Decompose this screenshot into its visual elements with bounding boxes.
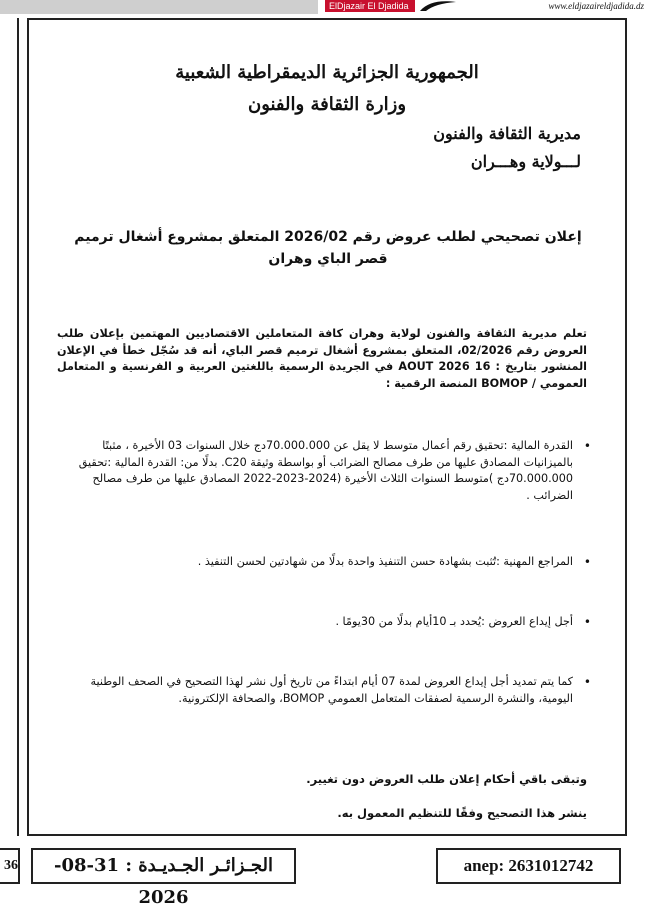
ministry-heading: وزارة الثقافة والفنون: [247, 94, 407, 115]
republic-heading: الجمهورية الجزائرية الديمقراطية الشعبية: [175, 62, 479, 83]
page-footer: [0, 848, 648, 908]
notice-title: إعلان تصحيحي لطلب عروض رقم 2026/02 المتعلق بمشروع أشغال ترميم قصر الباي وهران: [74, 229, 582, 267]
notice-intro: تعلم مديرية الثقافة والفنون لولاية وهران كافة المتعاملين الاقتصاديين المهتمين بإعلان طلب العروض رقم 02/2026، المتعلق بمشروع أشغال ترميم قصر الباي، أنه قد سُجّل خطأ في الإعلان المنشور بتاريخ : 16 AOUT 2026 في الجريدة الرسمية باللغتين العربية و الفرنسية و المتعامل العمومي / BOMOP المنصة الرقمية :: [57, 327, 587, 390]
banner-strip: [0, 0, 318, 14]
directorate-heading: مديرية الثقافة والفنون: [433, 124, 581, 143]
issue-date: الجـزائـر الجـديـدة : 31-08-2026: [31, 848, 296, 884]
anep-reference: anep: 2631012742: [436, 848, 621, 884]
list-item-financial: • القدرة المالية :تحقيق رقم أعمال متوسط لا يقل عن 70.000.000دج خلال السنوات 03 الأخيرة ، مثبتًا بالميزانيات المصادق عليها من طرف مصالح الضرائب أو بواسطة وثيقة C20. بدلًا من: القدرة المالية :تحقيق 70.000.000دج )متوسط السنوات الثلاث الأخيرة (2024-2023-2022 المصادق عليها من طرف مصالح الضرائب .: [57, 438, 595, 504]
closing-remainder: وتبقى باقي أحكام إعلان طلب العروض دون تغيير.: [306, 772, 587, 786]
list-item-deadline: • أجل إيداع العروض :يُحدد بـ 10أيام بدلًا من 30يومًا .: [57, 614, 595, 631]
wilaya-heading: لـــولاية وهـــران: [470, 152, 581, 171]
closing-publication: ينشر هذا التصحيح وفقًا للتنظيم المعمول به.: [337, 806, 587, 820]
newspaper-brand: ElDjazair El Djadida: [325, 0, 415, 12]
list-item-extension: • كما يتم تمديد أجل إيداع العروض لمدة 07 أيام ابتداءً من تاريخ أول نشر لهذا التصحيح في الصحف الوطنية اليومية، والنشرة الرسمية لصفقات المتعامل العمومي BOMOP، والصحافة الإلكترونية.: [57, 674, 595, 707]
newspaper-url: www.eldjazaireldjadida.dz: [548, 1, 644, 11]
top-banner: [0, 0, 648, 16]
notice-frame: [27, 18, 627, 836]
list-item-references: • المراجع المهنية :تُثبت بشهادة حسن التنفيذ واحدة بدلًا من شهادتين لحسن التنفيذ .: [57, 554, 595, 571]
page-number: 36: [0, 848, 20, 884]
logo-swoosh-icon: [418, 0, 458, 12]
previous-column-edge: [0, 18, 19, 836]
